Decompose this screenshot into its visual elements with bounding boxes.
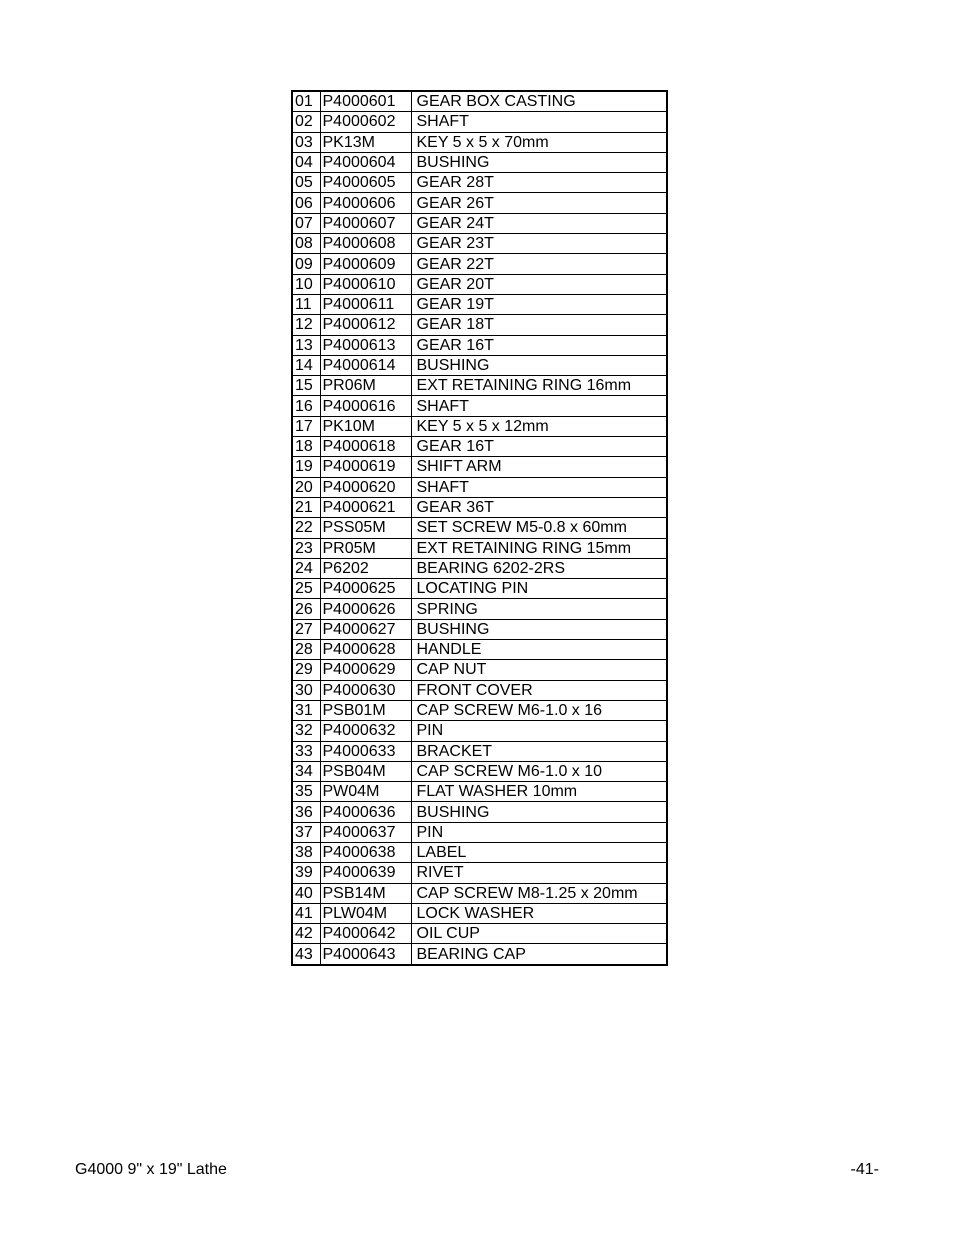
part-number-cell: P4000632	[320, 721, 411, 741]
part-number-cell: P4000611	[320, 294, 411, 314]
table-row	[292, 741, 667, 761]
ref-number-cell: 27	[292, 619, 320, 639]
part-number-cell: PK10M	[320, 416, 411, 436]
table-row	[292, 903, 667, 923]
description-cell: EXT RETAINING RING 16mm	[411, 376, 667, 396]
part-number-cell: P4000627	[320, 619, 411, 639]
part-number-cell: P4000628	[320, 640, 411, 660]
ref-number-cell: 37	[292, 822, 320, 842]
ref-number-cell: 28	[292, 640, 320, 660]
table-row	[292, 619, 667, 639]
table-row	[292, 376, 667, 396]
part-number-cell: P4000601	[320, 91, 411, 112]
table-row	[292, 477, 667, 497]
ref-number-cell: 17	[292, 416, 320, 436]
table-row	[292, 457, 667, 477]
description-cell: BUSHING	[411, 152, 667, 172]
ref-number-cell: 08	[292, 234, 320, 254]
ref-number-cell: 20	[292, 477, 320, 497]
ref-number-cell: 07	[292, 213, 320, 233]
ref-number-cell: 18	[292, 437, 320, 457]
ref-number-cell: 21	[292, 497, 320, 517]
description-cell: PIN	[411, 822, 667, 842]
description-cell: FRONT COVER	[411, 680, 667, 700]
ref-number-cell: 42	[292, 924, 320, 944]
ref-number-cell: 22	[292, 518, 320, 538]
description-cell: LOCATING PIN	[411, 579, 667, 599]
table-row	[292, 335, 667, 355]
description-cell: CAP SCREW M8-1.25 x 20mm	[411, 883, 667, 903]
table-row	[292, 315, 667, 335]
part-number-cell: P4000636	[320, 802, 411, 822]
ref-number-cell: 19	[292, 457, 320, 477]
part-number-cell: PSS05M	[320, 518, 411, 538]
part-number-cell: P4000642	[320, 924, 411, 944]
description-cell: BRACKET	[411, 741, 667, 761]
footer-page-number: -41-	[850, 1161, 879, 1178]
table-row	[292, 538, 667, 558]
description-cell: GEAR 20T	[411, 274, 667, 294]
table-row	[292, 152, 667, 172]
description-cell: SHAFT	[411, 477, 667, 497]
part-number-cell: P4000621	[320, 497, 411, 517]
part-number-cell: P4000613	[320, 335, 411, 355]
description-cell: CAP SCREW M6-1.0 x 10	[411, 761, 667, 781]
part-number-cell: P4000612	[320, 315, 411, 335]
table-row	[292, 234, 667, 254]
ref-number-cell: 33	[292, 741, 320, 761]
table-row	[292, 193, 667, 213]
ref-number-cell: 12	[292, 315, 320, 335]
description-cell: KEY 5 x 5 x 12mm	[411, 416, 667, 436]
part-number-cell: PR06M	[320, 376, 411, 396]
description-cell: LOCK WASHER	[411, 903, 667, 923]
ref-number-cell: 41	[292, 903, 320, 923]
table-row	[292, 640, 667, 660]
table-row	[292, 91, 667, 112]
description-cell: SHAFT	[411, 112, 667, 132]
part-number-cell: PSB04M	[320, 761, 411, 781]
table-row	[292, 924, 667, 944]
ref-number-cell: 26	[292, 599, 320, 619]
part-number-cell: P4000602	[320, 112, 411, 132]
table-row	[292, 944, 667, 965]
part-number-cell: PW04M	[320, 782, 411, 802]
part-number-cell: P4000604	[320, 152, 411, 172]
ref-number-cell: 23	[292, 538, 320, 558]
description-cell: HANDLE	[411, 640, 667, 660]
description-cell: BUSHING	[411, 355, 667, 375]
part-number-cell: P4000607	[320, 213, 411, 233]
table-row	[292, 883, 667, 903]
table-row	[292, 132, 667, 152]
description-cell: GEAR 23T	[411, 234, 667, 254]
part-number-cell: P4000626	[320, 599, 411, 619]
ref-number-cell: 38	[292, 842, 320, 862]
table-row	[292, 579, 667, 599]
description-cell: SHAFT	[411, 396, 667, 416]
part-number-cell: PK13M	[320, 132, 411, 152]
table-row	[292, 396, 667, 416]
ref-number-cell: 02	[292, 112, 320, 132]
ref-number-cell: 24	[292, 558, 320, 578]
part-number-cell: P4000637	[320, 822, 411, 842]
description-cell: GEAR 19T	[411, 294, 667, 314]
table-row	[292, 355, 667, 375]
ref-number-cell: 04	[292, 152, 320, 172]
table-row	[292, 700, 667, 720]
table-row	[292, 782, 667, 802]
part-number-cell: P4000620	[320, 477, 411, 497]
part-number-cell: P4000643	[320, 944, 411, 965]
description-cell: GEAR 16T	[411, 335, 667, 355]
description-cell: SHIFT ARM	[411, 457, 667, 477]
part-number-cell: P4000610	[320, 274, 411, 294]
table-row	[292, 518, 667, 538]
ref-number-cell: 29	[292, 660, 320, 680]
description-cell: GEAR 26T	[411, 193, 667, 213]
part-number-cell: P4000638	[320, 842, 411, 862]
description-cell: RIVET	[411, 863, 667, 883]
part-number-cell: P4000619	[320, 457, 411, 477]
table-row	[292, 558, 667, 578]
ref-number-cell: 15	[292, 376, 320, 396]
description-cell: CAP NUT	[411, 660, 667, 680]
part-number-cell: P4000629	[320, 660, 411, 680]
table-row	[292, 863, 667, 883]
part-number-cell: P4000616	[320, 396, 411, 416]
ref-number-cell: 34	[292, 761, 320, 781]
table-row	[292, 721, 667, 741]
part-number-cell: P4000605	[320, 173, 411, 193]
table-row	[292, 599, 667, 619]
description-cell: BUSHING	[411, 802, 667, 822]
ref-number-cell: 03	[292, 132, 320, 152]
part-number-cell: P4000618	[320, 437, 411, 457]
table-row	[292, 680, 667, 700]
ref-number-cell: 43	[292, 944, 320, 965]
part-number-cell: P4000639	[320, 863, 411, 883]
description-cell: GEAR 16T	[411, 437, 667, 457]
ref-number-cell: 05	[292, 173, 320, 193]
description-cell: LABEL	[411, 842, 667, 862]
ref-number-cell: 11	[292, 294, 320, 314]
description-cell: KEY 5 x 5 x 70mm	[411, 132, 667, 152]
table-row	[292, 294, 667, 314]
table-row	[292, 112, 667, 132]
parts-table	[291, 90, 668, 966]
part-number-cell: P4000614	[320, 355, 411, 375]
description-cell: BEARING 6202-2RS	[411, 558, 667, 578]
description-cell: SPRING	[411, 599, 667, 619]
ref-number-cell: 30	[292, 680, 320, 700]
table-row	[292, 761, 667, 781]
description-cell: PIN	[411, 721, 667, 741]
ref-number-cell: 35	[292, 782, 320, 802]
table-row	[292, 254, 667, 274]
part-number-cell: P4000606	[320, 193, 411, 213]
description-cell: SET SCREW M5-0.8 x 60mm	[411, 518, 667, 538]
description-cell: BEARING CAP	[411, 944, 667, 965]
table-row	[292, 274, 667, 294]
description-cell: GEAR 24T	[411, 213, 667, 233]
description-cell: OIL CUP	[411, 924, 667, 944]
ref-number-cell: 36	[292, 802, 320, 822]
table-row	[292, 802, 667, 822]
parts-table-body	[292, 91, 667, 965]
ref-number-cell: 14	[292, 355, 320, 375]
table-row	[292, 660, 667, 680]
table-row	[292, 497, 667, 517]
ref-number-cell: 01	[292, 91, 320, 112]
part-number-cell: PLW04M	[320, 903, 411, 923]
part-number-cell: P4000609	[320, 254, 411, 274]
table-row	[292, 822, 667, 842]
ref-number-cell: 10	[292, 274, 320, 294]
ref-number-cell: 16	[292, 396, 320, 416]
ref-number-cell: 09	[292, 254, 320, 274]
part-number-cell: P4000625	[320, 579, 411, 599]
description-cell: EXT RETAINING RING 15mm	[411, 538, 667, 558]
description-cell: GEAR 18T	[411, 315, 667, 335]
description-cell: FLAT WASHER 10mm	[411, 782, 667, 802]
description-cell: GEAR 36T	[411, 497, 667, 517]
table-row	[292, 213, 667, 233]
ref-number-cell: 32	[292, 721, 320, 741]
ref-number-cell: 40	[292, 883, 320, 903]
part-number-cell: P4000633	[320, 741, 411, 761]
description-cell: GEAR BOX CASTING	[411, 91, 667, 112]
ref-number-cell: 13	[292, 335, 320, 355]
part-number-cell: P4000608	[320, 234, 411, 254]
ref-number-cell: 31	[292, 700, 320, 720]
part-number-cell: PSB14M	[320, 883, 411, 903]
ref-number-cell: 25	[292, 579, 320, 599]
footer-model: G4000 9" x 19" Lathe	[75, 1161, 227, 1178]
ref-number-cell: 06	[292, 193, 320, 213]
part-number-cell: P6202	[320, 558, 411, 578]
part-number-cell: P4000630	[320, 680, 411, 700]
description-cell: BUSHING	[411, 619, 667, 639]
ref-number-cell: 39	[292, 863, 320, 883]
description-cell: CAP SCREW M6-1.0 x 16	[411, 700, 667, 720]
table-row	[292, 416, 667, 436]
part-number-cell: PR05M	[320, 538, 411, 558]
table-row	[292, 437, 667, 457]
description-cell: GEAR 22T	[411, 254, 667, 274]
table-row	[292, 842, 667, 862]
part-number-cell: PSB01M	[320, 700, 411, 720]
description-cell: GEAR 28T	[411, 173, 667, 193]
table-row	[292, 173, 667, 193]
